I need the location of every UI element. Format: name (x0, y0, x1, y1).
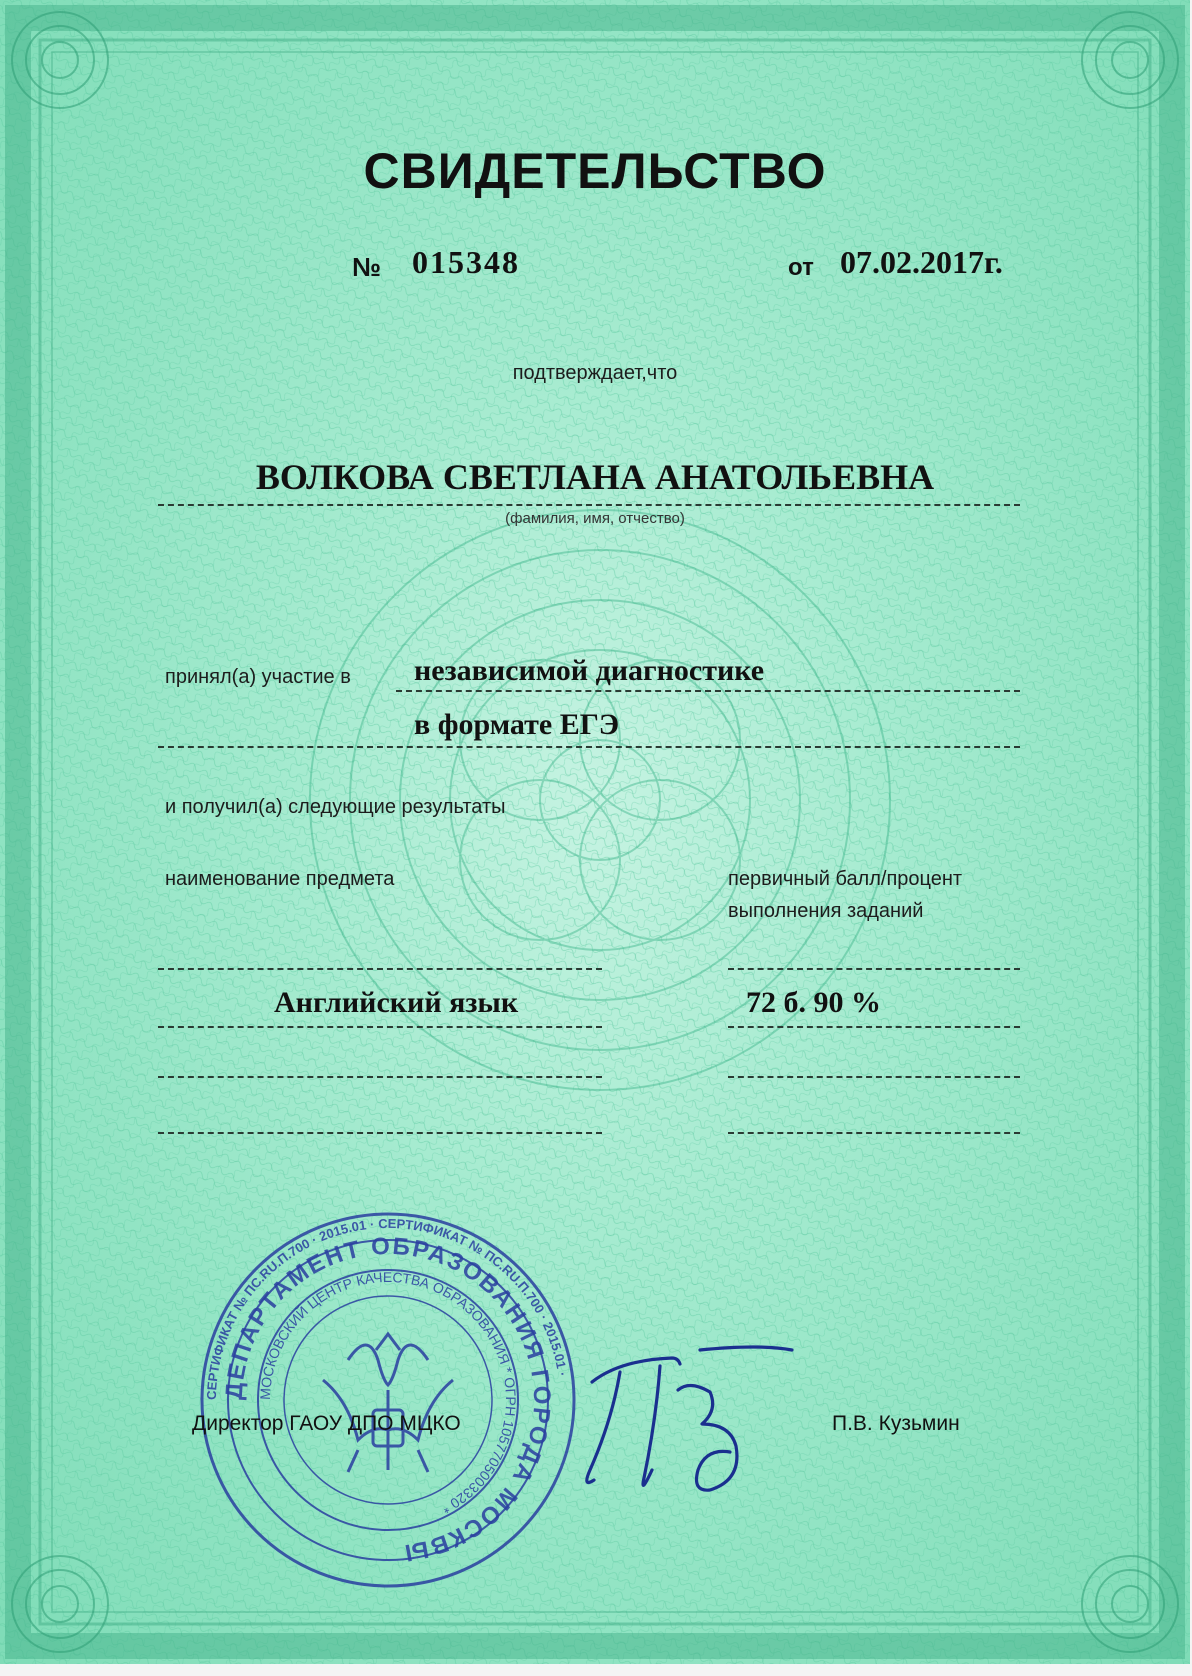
score-rule-1 (728, 1026, 1020, 1028)
director-name: П.В. Кузьмин (832, 1412, 960, 1435)
official-stamp (198, 1210, 578, 1590)
certificate-number: 015348 (412, 244, 520, 280)
stamp-ring-text: ДЕПАРТАМЕНТ ОБРАЗОВАНИЯ ГОРОДА МОСКВЫ (220, 1232, 556, 1567)
stamp-outer-text: СЕРТИФИКАТ № ПС.RU.П.700 · 2015.01 · СЕРТИФИКАТ № ПС.RU.П.700 · 2015.01 · (203, 1215, 571, 1401)
score-rule-2 (728, 1076, 1020, 1078)
number-sign: № (352, 252, 381, 282)
name-underline (158, 504, 1020, 506)
event-underline-2 (158, 746, 1020, 748)
result-score: 72 б. 90 % (746, 986, 881, 1019)
event-line-1: независимой диагностике (414, 654, 765, 687)
event-underline-1 (396, 690, 1020, 692)
column-score-header-line1: первичный балл/процент (728, 868, 963, 890)
certificate-title: СВИДЕТЕЛЬСТВО (363, 143, 827, 199)
column-subject-header: наименование предмета (165, 868, 395, 890)
column-score-header-line2: выполнения заданий (728, 900, 924, 922)
date-prefix: от (788, 254, 814, 281)
score-rule-0 (728, 968, 1020, 970)
confirms-text: подтверждает,что (512, 362, 678, 384)
name-caption: (фамилия, имя, отчество) (505, 510, 685, 527)
subject-rule-3 (158, 1132, 602, 1134)
event-line-2: в формате ЕГЭ (414, 708, 620, 741)
stamp-inner-text: МОСКОВСКИЙ ЦЕНТР КАЧЕСТВА ОБРАЗОВАНИЯ * ОГРН 1057705003320 * (256, 1268, 520, 1517)
recipient-name: ВОЛКОВА СВЕТЛАНА АНАТОЛЬЕВНА (255, 457, 935, 497)
subject-rule-0 (158, 968, 602, 970)
eagle-emblem-icon (323, 1334, 453, 1472)
director-label: Директор ГАОУ ДПО МЦКО (192, 1412, 461, 1435)
director-signature (560, 1320, 800, 1520)
subject-rule-1 (158, 1026, 602, 1028)
score-rule-3 (728, 1132, 1020, 1134)
results-label: и получил(а) следующие результаты (165, 796, 506, 818)
certificate-date: 07.02.2017г. (840, 244, 1003, 280)
took-part-label: принял(а) участие в (165, 666, 351, 688)
subject-rule-2 (158, 1076, 602, 1078)
result-subject: Английский язык (274, 986, 519, 1019)
